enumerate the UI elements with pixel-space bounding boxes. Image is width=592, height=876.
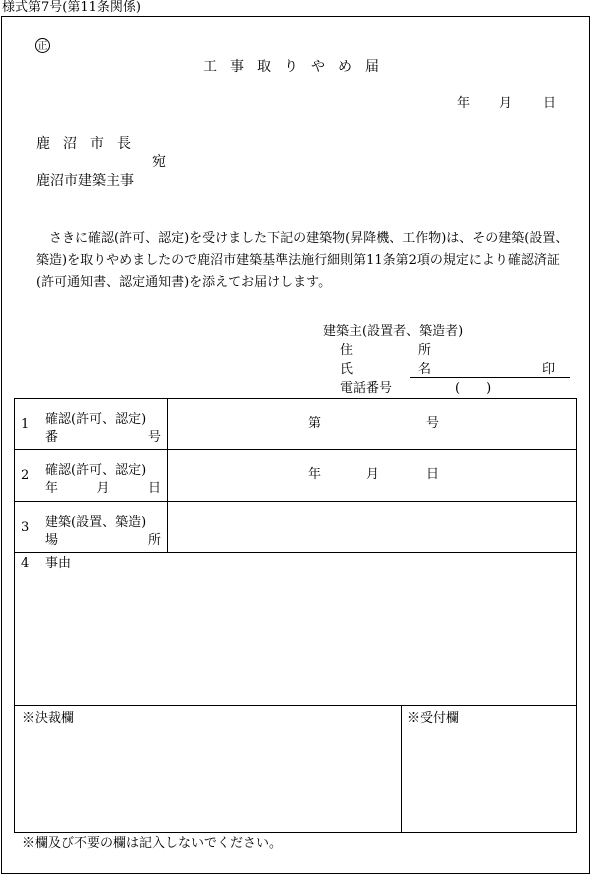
value-prefix: 第 xyxy=(308,416,322,431)
date-year: 年 xyxy=(457,96,471,111)
applicant-seal-mark: 印 xyxy=(542,362,556,377)
value-year: 年 xyxy=(308,467,322,482)
form-title: 工事取りやめ届 xyxy=(203,59,392,75)
addressee-suffix: 宛 xyxy=(152,154,166,170)
row-sublabel: 場 所 xyxy=(45,533,161,548)
row-sublabel: 番 号 xyxy=(45,430,161,445)
office-use-table xyxy=(14,706,577,833)
applicant-address-label: 住 所 xyxy=(340,343,458,358)
row2-label-cell xyxy=(15,450,168,502)
row2-value-cell[interactable] xyxy=(168,450,577,502)
applicant-phone-label: 電話番号 xyxy=(340,381,393,396)
row1-value-cell[interactable] xyxy=(168,399,577,450)
row-construction-site xyxy=(15,502,577,553)
reason-label: 事由 xyxy=(45,556,72,571)
row-reason xyxy=(15,553,577,706)
row-label: 確認(許可、認定) xyxy=(45,412,147,427)
row-confirmation-date xyxy=(15,450,577,502)
reason-cell[interactable] xyxy=(15,553,577,706)
value-month: 月 xyxy=(366,467,380,482)
reception-field-label: ※受付欄 xyxy=(407,711,460,726)
row3-label-cell xyxy=(15,502,168,553)
seal-mark: 正 xyxy=(35,38,50,53)
row-number: 2 xyxy=(21,468,30,483)
form-number: 様式第7号(第11条関係) xyxy=(2,0,141,15)
value-day: 日 xyxy=(426,467,440,482)
row-sublabel: 年 月 日 xyxy=(45,481,161,496)
addressee-mayor: 鹿沼市長 xyxy=(36,136,144,152)
footnote: ※欄及び不要の欄は記入しないでください。 xyxy=(22,836,283,851)
row1-label-cell xyxy=(15,399,168,450)
row-label: 建築(設置、築造) xyxy=(45,515,147,530)
name-underline xyxy=(410,377,570,378)
row3-value-cell[interactable] xyxy=(168,502,577,553)
row-confirmation-number xyxy=(15,399,577,450)
body-paragraph: さきに確認(許可、認定)を受けました下記の建築物(昇降機、工作物)は、その建築(設置、築造)を取りやめましたので鹿沼市建築基準法施行細則第11条第2項の規定により確認済証(許可通知書、認定通知書)を添えてお届けします。 xyxy=(36,231,569,290)
decision-field-label: ※決裁欄 xyxy=(22,711,75,726)
applicant-phone-paren: ( ) xyxy=(455,381,492,396)
applicant-heading: 建築主(設置者、築造者) xyxy=(323,324,464,339)
date-month: 月 xyxy=(499,96,513,111)
date-day: 日 xyxy=(543,96,557,111)
row-number: 1 xyxy=(21,417,30,432)
row-number: 3 xyxy=(21,520,30,535)
details-table xyxy=(14,398,577,706)
office-use-divider xyxy=(401,706,402,832)
applicant-name-label: 氏 名 xyxy=(340,362,458,377)
addressee-official: 鹿沼市建築主事 xyxy=(36,173,134,189)
row-label: 確認(許可、認定) xyxy=(45,463,147,478)
reason-number: 4 xyxy=(21,556,30,571)
value-suffix: 号 xyxy=(426,416,440,431)
